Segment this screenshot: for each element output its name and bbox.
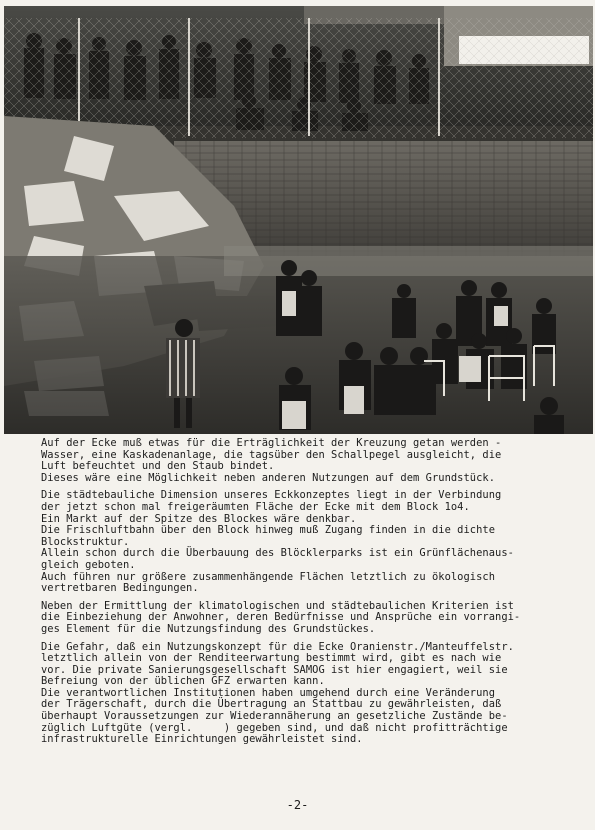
- text-line: Die städtebauliche Dimension unseres Eckkonzeptes liegt in der Verbindung: [41, 489, 502, 502]
- text-line: vertretbaren Bedingungen.: [41, 582, 199, 595]
- text-line: Die Gefahr, daß ein Nutzungskonzept für die Ecke Oranienstr./Manteuffelstr.: [41, 640, 514, 653]
- text-line: Blockstruktur.: [41, 535, 130, 548]
- text-line: Auf der Ecke muß etwas für die Erträglichkeit der Kreuzung getan werden -: [41, 437, 502, 449]
- text-line: züglich Luftgüte (vergl. ) gegeben sind, und daß nicht profitträchtige: [41, 721, 508, 734]
- text-line: Allein schon durch die Überbauung des Blöcklerparks ist ein Grünflächenaus-: [41, 547, 514, 560]
- text-line: überhaupt Voraussetzungen zur Wiederannäherung an gesetzliche Zustände be-: [41, 710, 508, 723]
- text-line: der Trägerschaft, durch die Übertragung an Stattbau zu gewährleisten, daß: [41, 698, 502, 711]
- text-line: Befreiung von der üblichen GFZ erwarten kann.: [41, 675, 325, 688]
- page-number: -2-: [286, 798, 309, 812]
- paragraph-4: [41, 642, 586, 746]
- paragraph-3: [41, 601, 586, 636]
- text-line: Neben der Ermittlung der klimatologischen und städtebaulichen Kriterien ist: [41, 599, 514, 612]
- text-line: letztlich allein von der Renditeerwartung bestimmt wird, gibt es nach wie: [41, 652, 502, 665]
- text-line: Wasser, eine Kaskadenanlage, die tagsüber den Schallpegel ausgleicht, die: [41, 448, 502, 461]
- text-line: vor. Die private Sanierungsgesellschaft SAMOG ist hier engagiert, weil sie: [41, 663, 508, 676]
- text-line: Luft befeuchtet und den Staub bindet.: [41, 460, 275, 473]
- text-line: ges Element für die Nutzungsfindung des Grundstückes.: [41, 622, 376, 635]
- text-line: der jetzt schon mal freigeräumten Fläche der Ecke mit dem Block 1o4.: [41, 500, 470, 513]
- text-line: Die verantwortlichen Institutionen haben umgehend durch eine Veränderung: [41, 686, 496, 699]
- body-text: [41, 438, 586, 752]
- text-line: gleich geboten.: [41, 558, 136, 571]
- text-line: Auch führen nur größere zusammenhängende Flächen letztlich zu ökologisch: [41, 570, 496, 583]
- paragraph-1: [41, 438, 586, 484]
- text-line: Ein Markt auf der Spitze des Blockes wäre denkbar.: [41, 512, 357, 525]
- text-line: infrastrukturelle Einrichtungen gewährleistet sind.: [41, 733, 363, 746]
- text-line: Dieses wäre eine Möglichkeit neben anderen Nutzungen auf dem Grundstück.: [41, 471, 496, 484]
- paragraph-2: [41, 490, 586, 594]
- photograph: [4, 6, 593, 434]
- text-line: Die Frischluftbahn über den Block hinweg muß Zugang finden in die dichte: [41, 524, 496, 537]
- text-line: die Einbeziehung der Anwohner, deren Bedürfnisse und Ansprüche ein vorrangi-: [41, 611, 521, 624]
